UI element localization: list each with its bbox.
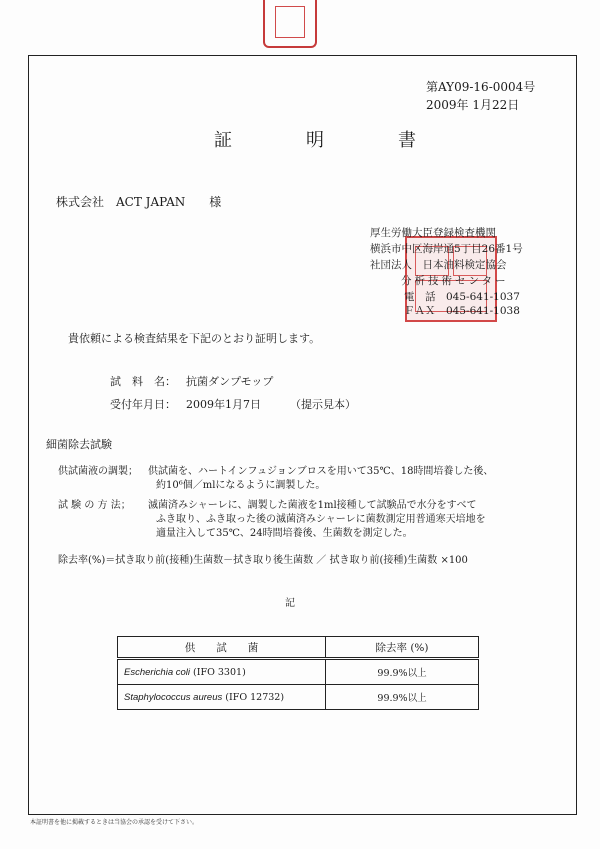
method-label: 試 験 の 方 法； <box>58 500 131 511</box>
table-row <box>118 685 479 710</box>
method-line-1: 滅菌済みシャーレに、調製した菌液を1ml接種して試験品で水分をすべて <box>148 500 477 511</box>
table-row <box>118 659 479 685</box>
strain-id: (IFO 12732) <box>225 691 285 703</box>
issuer-registration: 厚生労働大臣登録検査機関 <box>370 227 496 239</box>
sample-name-label: 試 料 名： <box>110 375 176 388</box>
registration-seal <box>263 0 317 48</box>
receipt-date-value: 2009年1月7日 <box>186 398 261 411</box>
document-number: 第AY09-16-0004号 <box>426 80 536 94</box>
header-removal-rate: 除去率 (%) <box>326 637 479 659</box>
issuer-department: 分析技術センター <box>401 275 509 287</box>
receipt-date-label: 受付年月日： <box>110 398 176 411</box>
removal-rate: 99.9%以上 <box>326 659 479 685</box>
issuer-address: 横浜市中区海岸通5丁目26番1号 <box>370 243 523 255</box>
species-name: Staphylococcus aureus <box>124 691 223 703</box>
bacteria-cell <box>118 685 326 710</box>
recipient: 株式会社 ACT JAPAN 様 <box>56 195 222 209</box>
prep-line-1: 供試菌を、ハートインフュジョンブロスを用いて35℃、18時間培養した後、 <box>148 466 494 477</box>
strain-id: (IFO 3301) <box>193 666 246 678</box>
ki-mark: 記 <box>285 598 295 609</box>
table-header-row <box>118 637 479 659</box>
species-name: Escherichia coli <box>124 666 190 678</box>
test-title: 細菌除去試験 <box>46 438 112 451</box>
intro-text: 貴依頼による検査結果を下記のとおり証明します。 <box>68 332 321 345</box>
removal-rate: 99.9%以上 <box>326 685 479 710</box>
bacteria-cell <box>118 659 326 685</box>
issuer-fax: ＦＡＸ 045-641-1038 <box>404 305 520 317</box>
method-line-3: 適量注入して35℃、24時間培養後、生菌数を測定した。 <box>156 528 413 539</box>
prep-label: 供試菌液の調製； <box>58 466 138 477</box>
prep-line-2: 約10⁶個／mlになるように調製した。 <box>156 480 326 491</box>
sample-name-value: 抗菌ダンプモップ <box>186 375 274 388</box>
method-line-2: ふき取り、ふき取った後の滅菌済みシャーレに菌数測定用普通寒天培地を <box>156 514 486 525</box>
page-title: 証 明 書 <box>214 130 444 151</box>
header-bacteria: 供 試 菌 <box>118 637 326 659</box>
footer-note: 本証明書を他に掲載するときは当協会の承認を受けて下さい。 <box>30 819 199 826</box>
removal-rate-formula: 除去率(%)＝拭き取り前(接種)生菌数－拭き取り後生菌数 ／ 拭き取り前(接種)生菌数 ×100 <box>58 555 468 566</box>
document-date: 2009年 1月22日 <box>426 98 520 112</box>
results-table <box>117 636 479 710</box>
issuer-name: 社団法人 日本油料検定協会 <box>370 259 507 271</box>
issuer-tel: 電 話 045-641-1037 <box>404 291 520 303</box>
sample-note: （提示見本） <box>290 398 356 411</box>
